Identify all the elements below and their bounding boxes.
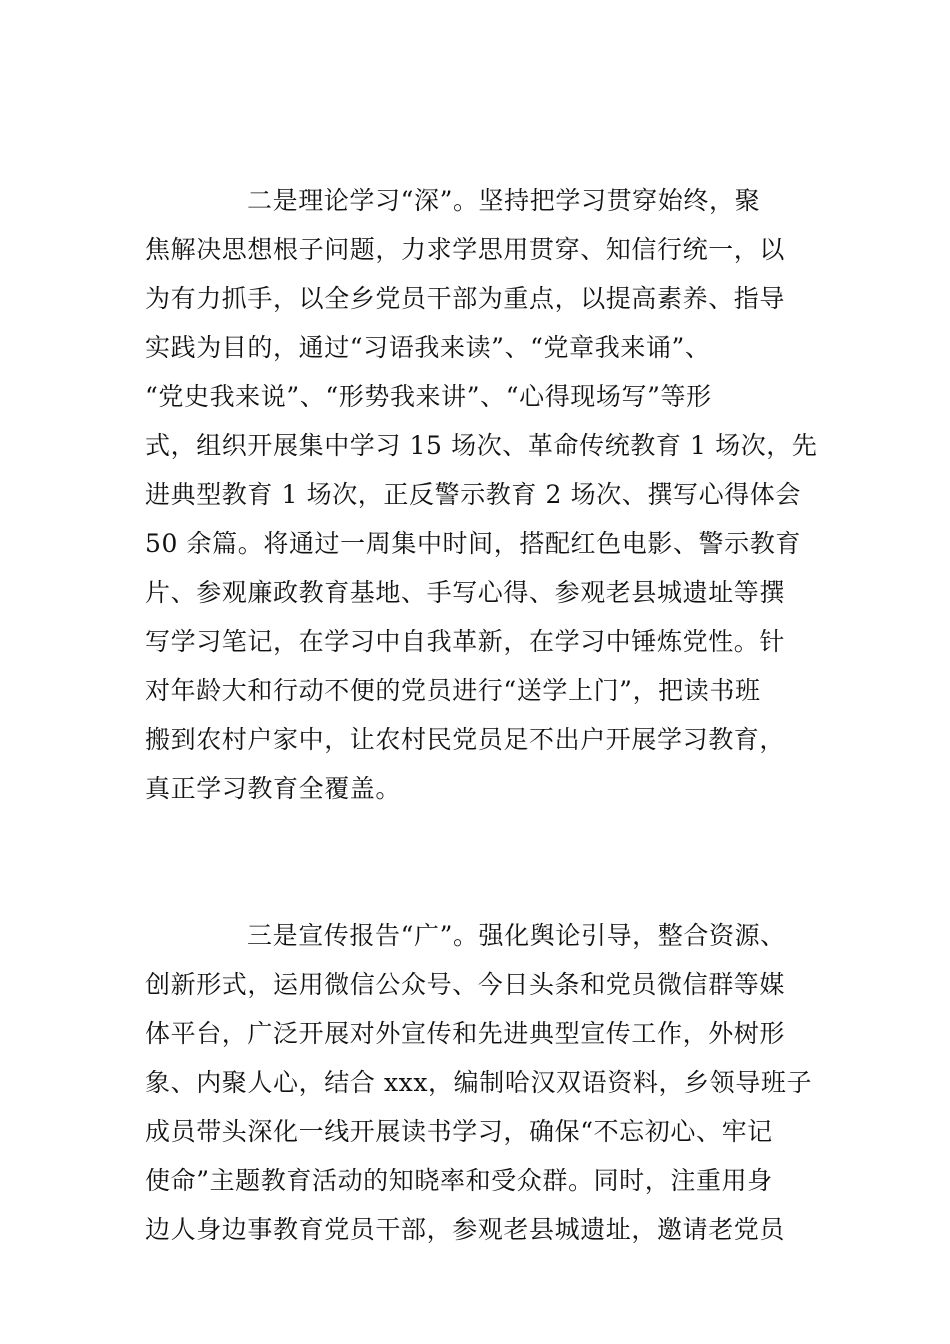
paragraph-line: 边人身边事教育党员干部，参观老县城遗址，邀请老党员 (145, 1215, 786, 1244)
paragraph-line: “党史我来说”、“形势我来讲”、“心得现场写”等形 (145, 382, 712, 411)
paragraph-line: 创新形式，运用微信公众号、今日头条和党员微信群等媒 (145, 970, 786, 999)
paragraph-line: 真正学习教育全覆盖。 (145, 774, 402, 803)
paragraph-line: 象、内聚人心，结合 xxx，编制哈汉双语资料，乡领导班子 (145, 1068, 813, 1097)
paragraph-line: 体平台，广泛开展对外宣传和先进典型宣传工作，外树形 (145, 1019, 786, 1048)
paragraph-line: 为有力抓手，以全乡党员干部为重点，以提高素养、指导 (145, 284, 786, 313)
document-body (145, 176, 825, 1254)
paragraph-line: 式，组织开展集中学习 15 场次、革命传统教育 1 场次，先 (145, 431, 818, 460)
paragraph-line: 三是宣传报告“广”。强化舆论引导，整合资源、 (247, 921, 786, 950)
paragraph-line: 写学习笔记，在学习中自我革新，在学习中锤炼党性。针 (145, 627, 786, 656)
paragraph-line: 焦解决思想根子问题，力求学思用贯穿、知信行统一，以 (145, 235, 786, 264)
paragraph-line: 搬到农村户家中，让农村民党员足不出户开展学习教育， (145, 725, 786, 754)
paragraph-line: 片、参观廉政教育基地、手写心得、参观老县城遗址等撰 (145, 578, 786, 607)
paragraph-publicity-report (145, 911, 825, 1254)
paragraph-theory-study (145, 176, 825, 813)
paragraph-spacer (145, 813, 825, 911)
paragraph-line: 对年龄大和行动不便的党员进行“送学上门”，把读书班 (145, 676, 761, 705)
paragraph-line: 50 余篇。将通过一周集中时间，搭配红色电影、警示教育 (145, 529, 801, 558)
paragraph-line: 实践为目的，通过“习语我来读”、“党章我来诵”、 (145, 333, 711, 362)
paragraph-line: 成员带头深化一线开展读书学习，确保“不忘初心、牢记 (145, 1117, 773, 1146)
paragraph-line: 进典型教育 1 场次，正反警示教育 2 场次、撰写心得体会 (145, 480, 802, 509)
paragraph-line: 使命”主题教育活动的知晓率和受众群。同时，注重用身 (145, 1166, 773, 1195)
paragraph-line: 二是理论学习“深”。坚持把学习贯穿始终，聚 (247, 186, 761, 215)
